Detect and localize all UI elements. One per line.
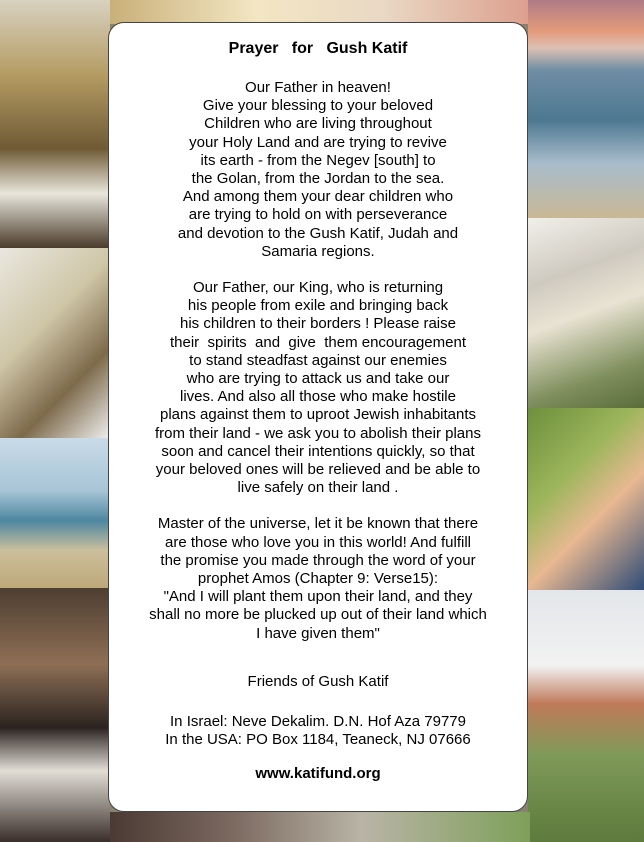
photo-synagogue-prayer [0, 0, 110, 248]
text-line: from their land - we ask you to abolish their plans [155, 424, 481, 442]
text-line: soon and cancel their intentions quickly, so that [161, 442, 475, 460]
prayer-paragraph-1 [109, 79, 527, 261]
text-line: Our Father, our King, who is returning [192, 279, 444, 297]
text-line: I have given them" [256, 624, 380, 642]
prayer-card [108, 22, 528, 812]
prayer-paragraph-3 [109, 515, 527, 642]
photo-beach [0, 438, 110, 588]
text-line: are those who love you in this world! And fulfill [165, 533, 471, 551]
photo-top-strip [110, 0, 530, 24]
photo-pyramid-building [528, 218, 644, 408]
photo-children-playground [528, 590, 644, 842]
website-link[interactable]: www.katifund.org [255, 764, 381, 782]
photo-torah-scroll [0, 588, 110, 842]
text-line: who are trying to attack us and take our [186, 370, 450, 388]
photo-man-reading [0, 248, 110, 438]
address-block [109, 713, 527, 749]
text-line: his children to their borders ! Please raise [180, 315, 456, 333]
text-line: your beloved ones will be relieved and be able to [155, 461, 481, 479]
prayer-title: Prayer for Gush Katif [228, 40, 408, 57]
text-line: Children who are living throughout [204, 115, 432, 133]
text-line: Our Father in heaven! [245, 79, 391, 96]
text-line: its earth - from the Negev [south] to [200, 151, 436, 169]
text-line: And among them your dear children who [182, 188, 454, 206]
text-line: your Holy Land and are trying to revive [189, 133, 447, 151]
text-line: their spirits and give them encouragement [170, 333, 466, 351]
photo-bottom-strip [110, 812, 530, 842]
text-line: prophet Amos (Chapter 9: Verse15): [197, 570, 439, 588]
text-line: and devotion to the Gush Katif, Judah and [177, 224, 459, 242]
photo-smiling-child [528, 408, 644, 590]
prayer-paragraph-2 [109, 279, 527, 497]
text-line: his people from exile and bringing back [187, 297, 449, 315]
photo-sunset-sea [528, 0, 644, 218]
text-line: shall no more be plucked up out of their land which [149, 606, 487, 624]
address-usa: In the USA: PO Box 1184, Teaneck, NJ 07666 [165, 730, 471, 748]
text-line: lives. And also all those who make hostile [180, 388, 456, 406]
text-line: live safely on their land . [237, 479, 399, 497]
organization-name: Friends of Gush Katif [247, 672, 389, 690]
text-line: Give your blessing to your beloved [202, 97, 434, 115]
text-line: are trying to hold on with perseverance [188, 206, 448, 224]
text-line: the Golan, from the Jordan to the sea. [191, 170, 445, 188]
text-line: Master of the universe, let it be known that there [157, 515, 479, 533]
text-line: plans against them to uproot Jewish inhabitants [159, 406, 477, 424]
text-line: to stand steadfast against our enemies [189, 351, 447, 369]
text-line: the promise you made through the word of your [160, 551, 476, 569]
text-line: "And I will plant them upon their land, and they [163, 588, 473, 606]
address-israel: In Israel: Neve Dekalim. D.N. Hof Aza 79779 [170, 712, 466, 730]
text-line: Samaria regions. [261, 242, 375, 260]
